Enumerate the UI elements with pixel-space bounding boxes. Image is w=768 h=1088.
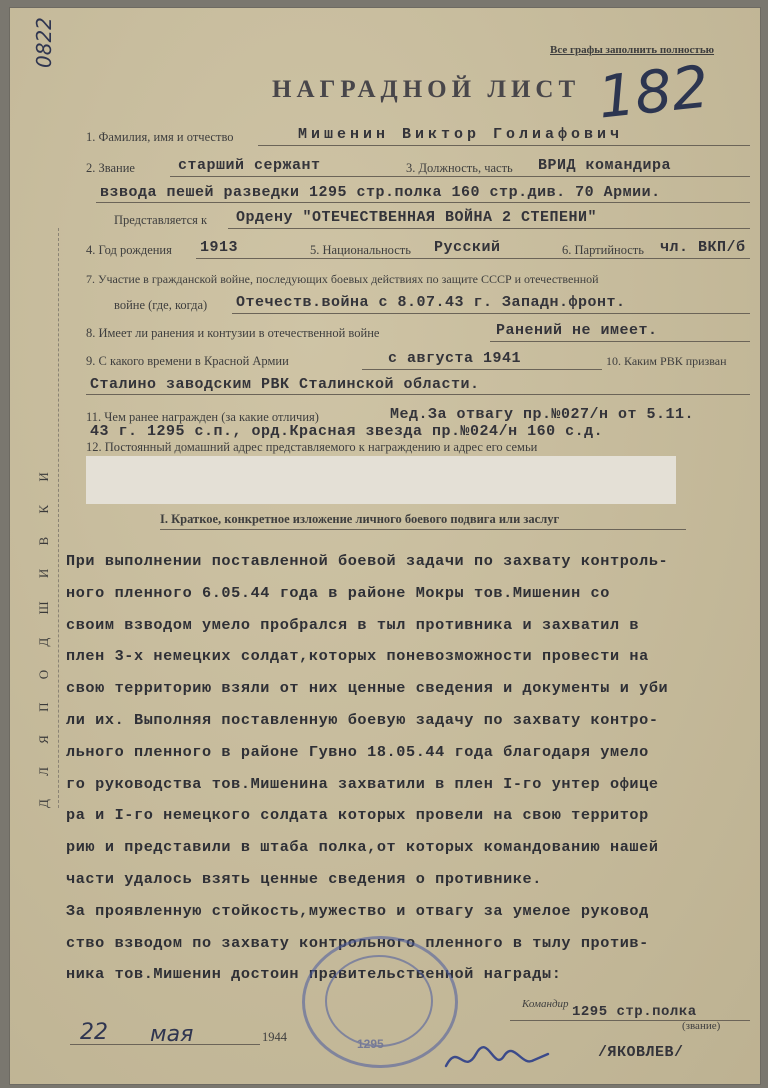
- commander-label: Командир: [522, 998, 569, 1010]
- field-2-rule: [170, 176, 750, 177]
- represent-label: Представляется к: [114, 213, 208, 227]
- field-10-rule: [86, 394, 750, 395]
- date-rule: [70, 1044, 260, 1045]
- field-12-label: 12. Постоянный домашний адрес представляемого к награждению и адрес его семьи: [86, 440, 538, 454]
- narrative-line: ство взводом по захвату контрольного пленного в тылу против-: [66, 933, 649, 952]
- field-7-rule: [232, 313, 750, 314]
- narrative: [66, 552, 668, 997]
- field-3-value-cont: взвода пешей разведки 1295 стр.полка 160 стр.див. 70 Армии.: [100, 184, 661, 201]
- section-heading: I. Краткое, конкретное изложение личного боевого подвига или заслуг: [160, 512, 560, 526]
- field-6-value: чл. ВКП/б: [660, 239, 746, 256]
- stamp-number: 1295: [357, 1037, 384, 1051]
- field-5-value: Русский: [434, 239, 501, 256]
- narrative-line: свою территорию взяли от них ценные сведения и документы и уби: [66, 679, 669, 698]
- field-6-label: 6. Партийность: [562, 243, 644, 257]
- narrative-line: При выполнении поставленной боевой задачи по захвату контроль-: [66, 552, 669, 570]
- commander-rule: [510, 1020, 750, 1021]
- section-rule: [160, 529, 686, 530]
- date-month: мая: [150, 1022, 194, 1047]
- field-10-value: Сталино заводским РВК Сталинской области.: [90, 376, 480, 393]
- field-9-value: с августа 1941: [388, 350, 522, 367]
- narrative-line: ного пленного 6.05.44 года в районе Мокры тов.Мишенин со: [66, 583, 610, 602]
- field-4-rule: [196, 258, 750, 259]
- stamp-inner-ring: [325, 955, 433, 1047]
- field-3-label: 3. Должность, часть: [406, 161, 513, 175]
- date-day: 22: [80, 1020, 108, 1045]
- field-7-label: 7. Участие в гражданской войне, последующих боевых действиях по защите СССР и отечественной: [86, 272, 599, 286]
- field-7-label-2: войне (где, когда): [114, 298, 208, 312]
- field-1-rule: [258, 145, 750, 146]
- field-11-label: 11. Чем ранее награжден (за какие отличия): [86, 410, 319, 424]
- narrative-line: части удалось взять ценные сведения о противнике.: [66, 869, 542, 888]
- field-10-label: 10. Каким РВК призван: [606, 354, 727, 368]
- field-11-value-cont: 43 г. 1295 с.п., орд.Красная звезда пр.№024/н 160 с.д.: [90, 423, 604, 440]
- field-4-value: 1913: [200, 239, 239, 256]
- field-5-label: 5. Национальность: [310, 243, 411, 257]
- signature-scribble: [442, 1032, 552, 1082]
- field-4-label: 4. Год рождения: [86, 243, 172, 257]
- represent-value: Ордену "ОТЕЧЕСТВЕННАЯ ВОЙНА 2 СТЕПЕНИ": [236, 209, 598, 226]
- commander-value: 1295 стр.полка: [572, 1004, 697, 1020]
- field-8-rule: [490, 341, 750, 342]
- field-2-label: 2. Звание: [86, 161, 135, 175]
- narrative-line: плен 3-х немецких солдат,которых поневозможности провести на: [66, 647, 649, 666]
- narrative-line: ника тов.Мишенин достоин правительственной награды:: [66, 965, 562, 984]
- narrative-line: го руководства тов.Мишенина захватили в плен I-го унтер офице: [66, 774, 659, 793]
- official-stamp: [302, 936, 458, 1068]
- margin-rule: [58, 228, 59, 808]
- header-note: Все графы заполнить полностью: [550, 44, 715, 56]
- margin-text: Д Л Я П О Д Ш И В К И: [36, 462, 51, 808]
- date-year: 1944: [262, 1030, 287, 1044]
- field-9-rule: [362, 369, 602, 370]
- field-9-label: 9. С какого времени в Красной Армии: [86, 354, 289, 368]
- award-sheet: [10, 8, 760, 1084]
- narrative-line: За проявленную стойкость,мужество и отвагу за умелое руковод: [66, 901, 649, 920]
- narrative-line: ра и I-го немецкого солдата которых провели на свою территор: [66, 806, 649, 825]
- field-3-rule: [96, 202, 750, 203]
- field-8-label: 8. Имеет ли ранения и контузии в отечественной войне: [86, 326, 380, 340]
- field-7-value: Отечеств.война с 8.07.43 г. Западн.фронт.: [236, 294, 626, 311]
- redacted-address: [86, 456, 676, 504]
- archive-number: 0822: [32, 17, 56, 68]
- field-1-value: Мишенин Виктор Голиафович: [298, 126, 624, 143]
- represent-rule: [228, 228, 750, 229]
- field-3-value: ВРИД командира: [538, 157, 672, 174]
- field-1-label: 1. Фамилия, имя и отчество: [86, 130, 234, 144]
- narrative-line: своим взводом умело пробрался в тыл противника и захватил в: [66, 615, 640, 634]
- narrative-line: ли их. Выполняя поставленную боевую задачу по захвату контро-: [66, 710, 659, 729]
- signer-name: /ЯКОВЛЕВ/: [598, 1044, 684, 1061]
- field-2-value: старший сержант: [178, 157, 321, 174]
- page-title: НАГРАДНОЙ ЛИСТ: [272, 76, 581, 103]
- rank-label: (звание): [682, 1020, 721, 1032]
- handwritten-number: 182: [594, 52, 712, 132]
- narrative-line: льного пленного в районе Гувно 18.05.44 года благодаря умело: [66, 742, 649, 761]
- narrative-line: рию и представили в штаба полка,от которых командованию нашей: [66, 838, 659, 857]
- field-11-value: Мед.За отвагу пр.№027/н от 5.11.: [390, 406, 695, 423]
- field-8-value: Ранений не имеет.: [496, 322, 658, 339]
